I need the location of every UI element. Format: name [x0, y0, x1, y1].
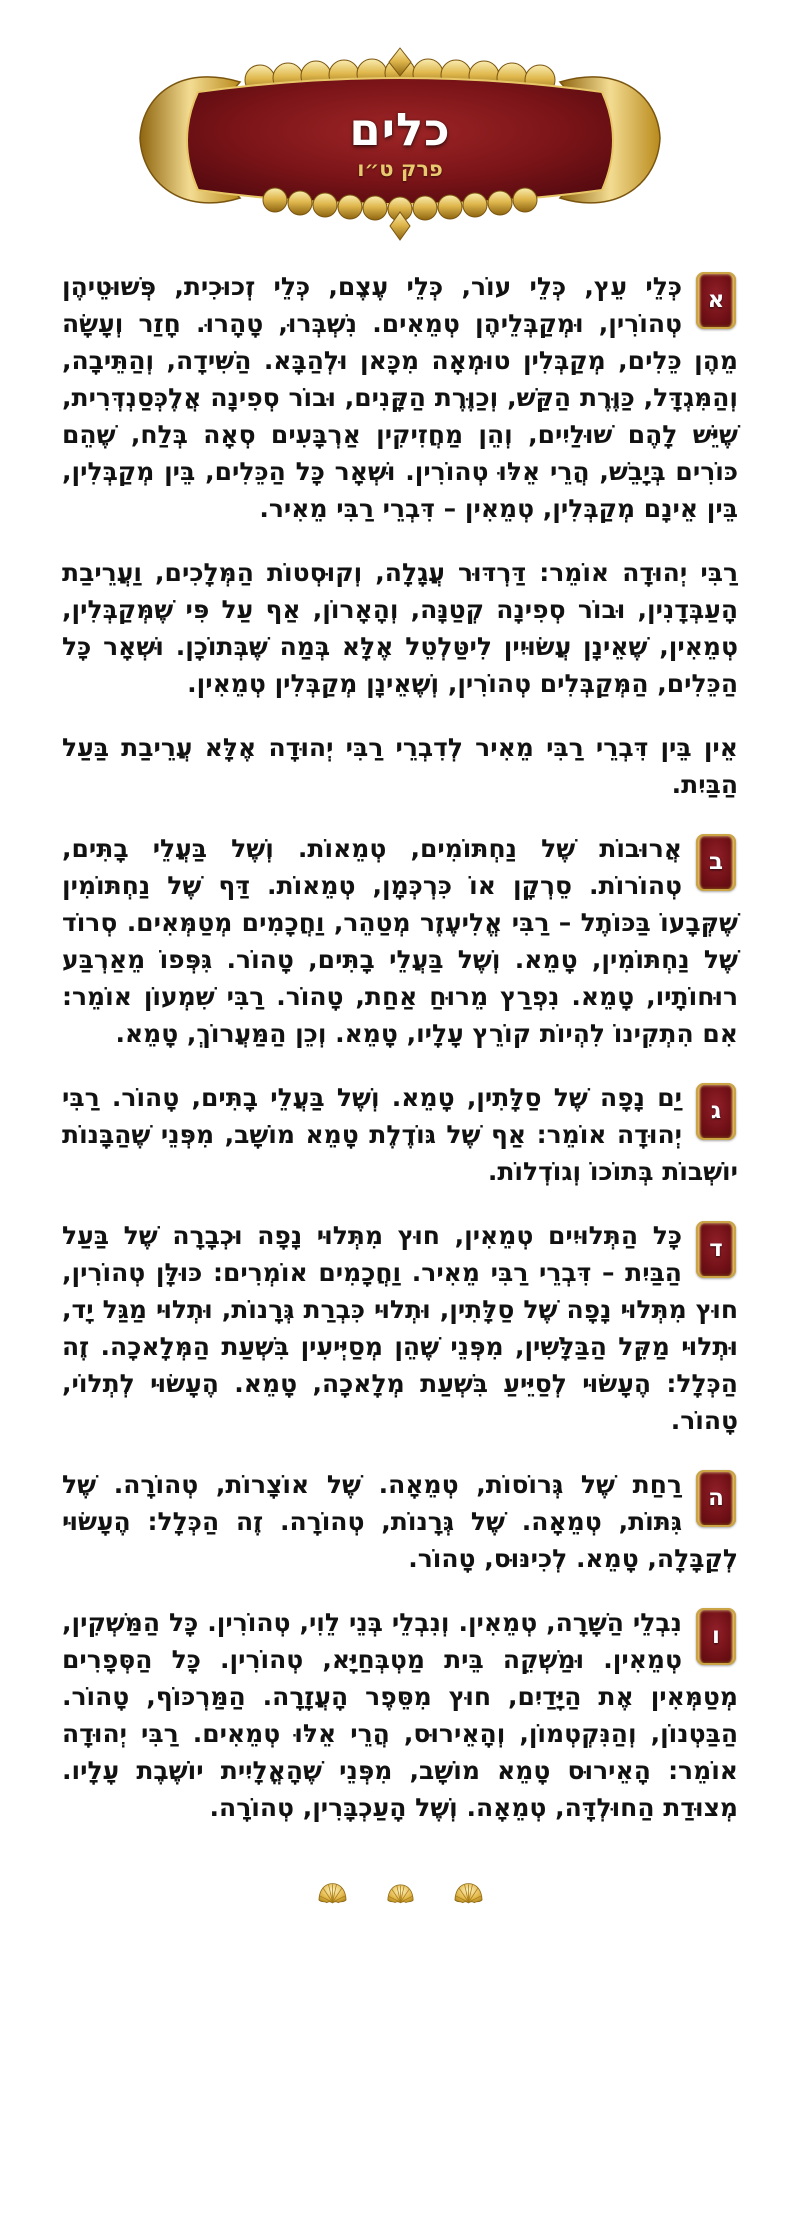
mishnah-letter: א: [707, 287, 725, 313]
mishnah-text-column: [0, 254, 800, 1826]
mishnah-paragraph-1-conclusion: [62, 729, 738, 803]
mishnah-text: אֵין בֵּין דִּבְרֵי רַבִּי מֵאִיר לְדִבְרֵי רַבִּי יְהוּדָה אֶלָּא עֲרֵיבַת בַּעַל הַבַּיִת.: [62, 733, 738, 799]
mishnah-letter: ב: [708, 849, 724, 875]
mishnah-text: נִבְלֵי הַשָּׁרָה, טְמֵאִין. וְנִבְלֵי בְּנֵי לֵוִי, טְהוֹרִין. כָּל הַמַּשְׁקִין, טְמֵאִין. וּמַשְׁקֵה בֵּית מַטְבְּחַיָּא, טְהוֹרִין. כָּל הַסְּפָרִים מְטַמְּאִין אֶת הַיָּדַיִם, חוּץ מִסֵּפֶר הָעֲזָרָה. הַמַּרְכּוֹף, טָהוֹר. הַבַּטְנוֹן, וְהַנִּקְטְמוֹן, וְהָאֵירוּס, הֲרֵי אֵלּוּ טְמֵאִים. רַבִּי יְהוּדָה אוֹמֵר: הָאֵירוּס טָמֵא מוֹשָׁב, מִפְּנֵי שֶׁהָאֳלָיִית יוֹשֶׁבֶת עָלָיו. מְצוּדַת הַחוּלְדָּה, טְמֵאָה. וְשֶׁל הָעַכְבָּרִין, טְהוֹרָה.: [62, 1608, 738, 1822]
mishnah-letter: ה: [708, 1485, 724, 1511]
mishnah-paragraph-2: [62, 830, 738, 1052]
mishnah-text: רַבִּי יְהוּדָה אוֹמֵר: דַּרְדּוּר עֲגָלָה, וְקוּסְטוֹת הַמְּלָכִים, וַעֲרֵיבַת הָעַבְּדָנִין, וּבוֹר סְפִינָה קְטַנָּה, וְהָאָרוֹן, אַף עַל פִּי שֶׁמְּקַבְּלִין, טְמֵאִין, שֶׁאֵינָן עֲשׂוּיִין לִיטַּלְטֵל אֶלָּא בְּמַה שֶּׁבְּתוֹכָן. וּשְׁאָר כָּל הַכֵּלִים, הַמְּקַבְּלִים טְהוֹרִין, וְשֶׁאֵינָן מְקַבְּלִין טְמֵאִין.: [62, 558, 738, 698]
mishnah-text: יַם נָפָה שֶׁל סַלָּתִין, טָמֵא. וְשֶׁל בַּעֲלֵי בָתִּים, טָהוֹר. רַבִּי יְהוּדָה אוֹמֵר: אַף שֶׁל גּוֹדֶלֶת טָמֵא מוֹשָׁב, מִפְּנֵי שֶׁהַבָּנוֹת יוֹשְׁבוֹת בְּתוֹכוֹ וְגוֹדְלוֹת.: [62, 1083, 738, 1186]
mishnah-text: כְּלֵי עֵץ, כְּלֵי עוֹר, כְּלֵי עֶצֶם, כְּלֵי זְכוּכִית, פְּשׁוּטֵיהֶן טְהוֹרִין, וּמְקַבְּלֵיהֶן טְמֵאִים. נִשְׁבְּרוּ, טָהָרוּ. חָזַר וְעָשָׂה מֵהֶן כֵּלִים, מְקַבְּלִין טוּמְאָה מִכָּאן וּלְהַבָּא. הַשִּׁידָה, וְהַתֵּיבָה, וְהַמִּגְדָּל, כַּוֶּרֶת הַקַּשׁ, וְכַוֶּרֶת הַקָּנִים, וּבוֹר סְפִינָה אֲלֶכְּסַנְדְּרִית, שֶׁיֵּשׁ לָהֶם שׁוּלַיִים, וְהֵן מַחֲזִיקִין אַרְבָּעִים סְאָה בְּלַח, שֶׁהֵם כּוֹרִים בְּיָבֵשׁ, הֲרֵי אֵלּוּ טְהוֹרִין. וּשְׁאָר כָּל הַכֵּלִים, בֵּין מְקַבְּלִין, בֵּין אֵינָם מְקַבְּלִין, טְמֵאִין – דִּבְרֵי רַבִּי מֵאִיר.: [62, 272, 738, 523]
footer-ornament-row: [0, 1882, 800, 1907]
tractate-title: כלים: [349, 102, 451, 156]
mishnah-letter: ד: [709, 1236, 723, 1262]
shell-icon: [386, 1883, 415, 1907]
mishnah-letter-badge-icon: [696, 834, 736, 891]
mishnah-text: רַחַת שֶׁל גְּרוֹסוֹת, טְמֵאָה. שֶׁל אוֹצָרוֹת, טְהוֹרָה. שֶׁל גִּתּוֹת, טְמֵאָה. שֶׁל גְּרָנוֹת, טְהוֹרָה. זֶה הַכְּלָל: הֶעָשׂוּי לְקַבָּלָה, טָמֵא. לְכִינּוּס, טָהוֹר.: [62, 1470, 738, 1573]
mishnah-paragraph-1: [62, 268, 738, 527]
mishnah-paragraph-1-rabbi-yehuda: [62, 554, 738, 702]
banner-text: [130, 34, 670, 248]
mishnah-letter-badge-icon: [696, 272, 736, 329]
mishnah-page: [0, 34, 800, 1953]
mishnah-letter-badge-icon: [696, 1083, 736, 1140]
mishnah-letter-badge-icon: [696, 1470, 736, 1527]
mishnah-paragraph-3: [62, 1079, 738, 1190]
mishnah-letter: ו: [712, 1623, 720, 1649]
mishnah-paragraph-6: [62, 1604, 738, 1826]
mishnah-text: אֲרוּבוֹת שֶׁל נַחְתּוֹמִים, טְמֵאוֹת. וְשֶׁל בַּעֲלֵי בָתִּים, טְהוֹרוֹת. סֵרְקָן אוֹ כִּרְכְּמָן, טְמֵאוֹת. דַּף שֶׁל נַחְתּוֹמִין שֶׁקְּבָעוֹ בַּכּוֹתֶל – רַבִּי אֱלִיעֶזֶר מְטַהֵר, וַחֲכָמִים מְטַמְּאִים. סְרוֹד שֶׁל נַחְתּוֹמִין, טָמֵא. וְשֶׁל בַּעֲלֵי בָתִּים, טָהוֹר. גִּפְּפוֹ מֵאַרְבַּע רוּחוֹתָיו, טָמֵא. נִפְרַץ מֵרוּחַ אַחַת, טָהוֹר. רַבִּי שִׁמְעוֹן אוֹמֵר: אִם הִתְקִינוֹ לִהְיוֹת קוֹרֵץ עָלָיו, טָמֵא. וְכֵן הַמַּעֲרוֹךְ, טָמֵא.: [62, 834, 738, 1048]
chapter-banner: [130, 34, 670, 248]
mishnah-paragraph-4: [62, 1217, 738, 1439]
chapter-subtitle: פרק ט״ו: [357, 157, 443, 182]
mishnah-letter: ג: [710, 1098, 722, 1124]
mishnah-letter-badge-icon: [696, 1608, 736, 1665]
shell-icon: [453, 1882, 484, 1907]
mishnah-paragraph-5: [62, 1466, 738, 1577]
mishnah-text: כָּל הַתְּלוּיִים טְמֵאִין, חוּץ מִתְּלוּי נָפָה וּכְבָרָה שֶׁל בַּעַל הַבַּיִת – דִּבְרֵי רַבִּי מֵאִיר. וַחֲכָמִים אוֹמְרִים: כּוּלָּן טְהוֹרִין, חוּץ מִתְּלוּי נָפָה שֶׁל סַלָּתִין, וּתְלוּי כִּבְרַת גְּרָנוֹת, וּתְלוּי מַגַּל יָד, וּתְלוּי מַקֵּל הַבַּלָּשִׁין, מִפְּנֵי שֶׁהֵן מְסַיְּיעִין בִּשְׁעַת הַמְּלָאכָה. זֶה הַכְּלָל: הֶעָשׂוּי לְסַיֵּיעַ בִּשְׁעַת מְלָאכָה, טָמֵא. הֶעָשׂוּי לְתְלוֹי, טָהוֹר.: [62, 1221, 738, 1435]
shell-icon: [317, 1882, 348, 1907]
mishnah-letter-badge-icon: [696, 1221, 736, 1278]
